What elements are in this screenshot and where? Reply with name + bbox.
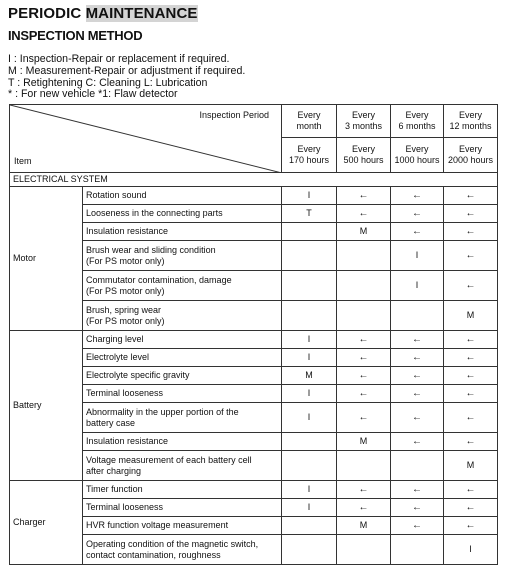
period-header: Every 6 months bbox=[391, 105, 444, 138]
continue-arrow: ← bbox=[444, 331, 498, 349]
method-code: I bbox=[391, 271, 444, 301]
section-subtitle: INSPECTION METHOD bbox=[8, 28, 143, 43]
item-text: Voltage measurement of each battery cell bbox=[86, 454, 252, 465]
item-cell bbox=[83, 403, 282, 433]
item-text: Insulation resistance bbox=[86, 436, 169, 446]
legend-line: I : Inspection-Repair or replacement if required. bbox=[8, 53, 230, 65]
group-label: Motor bbox=[10, 187, 83, 331]
continue-arrow: ← bbox=[444, 517, 498, 535]
continue-arrow: ← bbox=[444, 433, 498, 451]
table-row bbox=[10, 331, 498, 349]
inspection-table bbox=[9, 104, 498, 565]
table-row bbox=[10, 367, 498, 385]
table-row bbox=[10, 223, 498, 241]
method-code bbox=[391, 535, 444, 565]
method-code: M bbox=[444, 301, 498, 331]
method-code bbox=[282, 271, 337, 301]
table-row bbox=[10, 349, 498, 367]
period-header: Every month bbox=[282, 105, 337, 138]
group-label: Battery bbox=[10, 331, 83, 481]
page-title bbox=[8, 5, 198, 22]
continue-arrow: ← bbox=[391, 481, 444, 499]
continue-arrow: ← bbox=[444, 223, 498, 241]
continue-arrow: ← bbox=[337, 499, 391, 517]
period-header: Every 3 months bbox=[337, 105, 391, 138]
item-cell bbox=[83, 187, 282, 205]
item-text: Looseness in the connecting parts bbox=[86, 208, 223, 218]
continue-arrow: ← bbox=[337, 367, 391, 385]
table-row bbox=[10, 271, 498, 301]
item-cell bbox=[83, 535, 282, 565]
item-text: (For PS motor only) bbox=[86, 315, 165, 326]
continue-arrow: ← bbox=[444, 385, 498, 403]
continue-arrow: ← bbox=[391, 349, 444, 367]
method-code bbox=[282, 535, 337, 565]
item-label: Item bbox=[14, 156, 32, 166]
continue-arrow: ← bbox=[444, 271, 498, 301]
item-text: Abnormality in the upper portion of the bbox=[86, 406, 239, 417]
continue-arrow: ← bbox=[391, 403, 444, 433]
method-code bbox=[282, 301, 337, 331]
hours-header: Every 170 hours bbox=[282, 138, 337, 173]
item-text: Electrolyte specific gravity bbox=[86, 370, 190, 380]
method-code bbox=[391, 451, 444, 481]
method-code bbox=[282, 223, 337, 241]
continue-arrow: ← bbox=[391, 331, 444, 349]
continue-arrow: ← bbox=[391, 367, 444, 385]
method-code: M bbox=[282, 367, 337, 385]
header-item-period-cell bbox=[10, 105, 282, 173]
continue-arrow: ← bbox=[337, 385, 391, 403]
item-text: (For PS motor only) bbox=[86, 255, 165, 266]
legend-line: * : For new vehicle *1: Flaw detector bbox=[8, 88, 178, 101]
group-label: Charger bbox=[10, 481, 83, 565]
table-row bbox=[10, 451, 498, 481]
method-code bbox=[282, 451, 337, 481]
method-code: I bbox=[282, 385, 337, 403]
method-code: I bbox=[282, 187, 337, 205]
continue-arrow: ← bbox=[337, 481, 391, 499]
method-code: T bbox=[282, 205, 337, 223]
continue-arrow: ← bbox=[337, 187, 391, 205]
continue-arrow: ← bbox=[444, 367, 498, 385]
method-code bbox=[337, 271, 391, 301]
method-code bbox=[282, 517, 337, 535]
method-code bbox=[282, 433, 337, 451]
method-code bbox=[337, 241, 391, 271]
table-row bbox=[10, 403, 498, 433]
continue-arrow: ← bbox=[444, 349, 498, 367]
method-code: I bbox=[282, 481, 337, 499]
item-text: Operating condition of the magnetic switch, bbox=[86, 538, 259, 549]
continue-arrow: ← bbox=[391, 385, 444, 403]
item-text: Brush, spring wear bbox=[86, 304, 162, 315]
method-code: I bbox=[282, 331, 337, 349]
item-text: battery case bbox=[86, 417, 136, 428]
table-row bbox=[10, 385, 498, 403]
legend bbox=[8, 54, 245, 101]
continue-arrow: ← bbox=[444, 187, 498, 205]
continue-arrow: ← bbox=[391, 499, 444, 517]
continue-arrow: ← bbox=[391, 517, 444, 535]
item-cell bbox=[83, 499, 282, 517]
continue-arrow: ← bbox=[444, 481, 498, 499]
method-code: I bbox=[282, 349, 337, 367]
item-cell bbox=[83, 349, 282, 367]
item-text: Rotation sound bbox=[86, 190, 147, 200]
item-text: Brush wear and sliding condition bbox=[86, 244, 216, 255]
continue-arrow: ← bbox=[444, 403, 498, 433]
method-code bbox=[337, 301, 391, 331]
table-row bbox=[10, 481, 498, 499]
continue-arrow: ← bbox=[444, 205, 498, 223]
method-code bbox=[282, 241, 337, 271]
method-code: M bbox=[337, 517, 391, 535]
section-row: ELECTRICAL SYSTEM bbox=[10, 173, 498, 187]
continue-arrow: ← bbox=[337, 349, 391, 367]
item-text: after charging bbox=[86, 465, 142, 476]
table-row bbox=[10, 241, 498, 271]
title-part-2: MAINTENANCE bbox=[85, 5, 198, 22]
continue-arrow: ← bbox=[444, 499, 498, 517]
item-text: Timer function bbox=[86, 484, 143, 494]
item-cell bbox=[83, 241, 282, 271]
method-code bbox=[337, 451, 391, 481]
method-code: M bbox=[444, 451, 498, 481]
item-text: HVR function voltage measurement bbox=[86, 520, 229, 530]
table-row bbox=[10, 187, 498, 205]
method-code: I bbox=[282, 499, 337, 517]
item-text: Commutator contamination, damage bbox=[86, 274, 232, 285]
hours-header: Every 500 hours bbox=[337, 138, 391, 173]
legend-line: M : Measurement-Repair or adjustment if required. bbox=[8, 64, 246, 77]
method-code: M bbox=[337, 433, 391, 451]
item-cell bbox=[83, 301, 282, 331]
item-text: Charging level bbox=[86, 334, 144, 344]
item-cell bbox=[83, 331, 282, 349]
item-text: (For PS motor only) bbox=[86, 285, 165, 296]
method-code: I bbox=[282, 403, 337, 433]
method-code: I bbox=[391, 241, 444, 271]
item-text: Insulation resistance bbox=[86, 226, 169, 236]
table-row bbox=[10, 433, 498, 451]
hours-header: Every 2000 hours bbox=[444, 138, 498, 173]
method-code: I bbox=[444, 535, 498, 565]
item-cell bbox=[83, 451, 282, 481]
method-code bbox=[391, 301, 444, 331]
method-code bbox=[337, 535, 391, 565]
continue-arrow: ← bbox=[337, 331, 391, 349]
title-part-1: PERIODIC bbox=[8, 5, 86, 22]
hours-header: Every 1000 hours bbox=[391, 138, 444, 173]
item-cell bbox=[83, 205, 282, 223]
table-row bbox=[10, 205, 498, 223]
continue-arrow: ← bbox=[391, 205, 444, 223]
item-cell bbox=[83, 385, 282, 403]
item-text: Electrolyte level bbox=[86, 352, 150, 362]
period-header: Every 12 months bbox=[444, 105, 498, 138]
item-cell bbox=[83, 433, 282, 451]
table-row bbox=[10, 535, 498, 565]
item-cell bbox=[83, 367, 282, 385]
item-text: Terminal looseness bbox=[86, 502, 164, 512]
item-cell bbox=[83, 481, 282, 499]
item-text: Terminal looseness bbox=[86, 388, 164, 398]
item-cell bbox=[83, 223, 282, 241]
table-row bbox=[10, 499, 498, 517]
continue-arrow: ← bbox=[391, 187, 444, 205]
item-text: contact contamination, roughness bbox=[86, 549, 221, 560]
continue-arrow: ← bbox=[337, 205, 391, 223]
item-cell bbox=[83, 517, 282, 535]
continue-arrow: ← bbox=[391, 433, 444, 451]
continue-arrow: ← bbox=[444, 241, 498, 271]
continue-arrow: ← bbox=[337, 403, 391, 433]
item-cell bbox=[83, 271, 282, 301]
continue-arrow: ← bbox=[391, 223, 444, 241]
inspection-period-label: Inspection Period bbox=[199, 110, 269, 120]
legend-line: T : Retightening C: Cleaning L: Lubrication bbox=[8, 76, 208, 89]
method-code: M bbox=[337, 223, 391, 241]
table-row bbox=[10, 517, 498, 535]
table-row bbox=[10, 301, 498, 331]
